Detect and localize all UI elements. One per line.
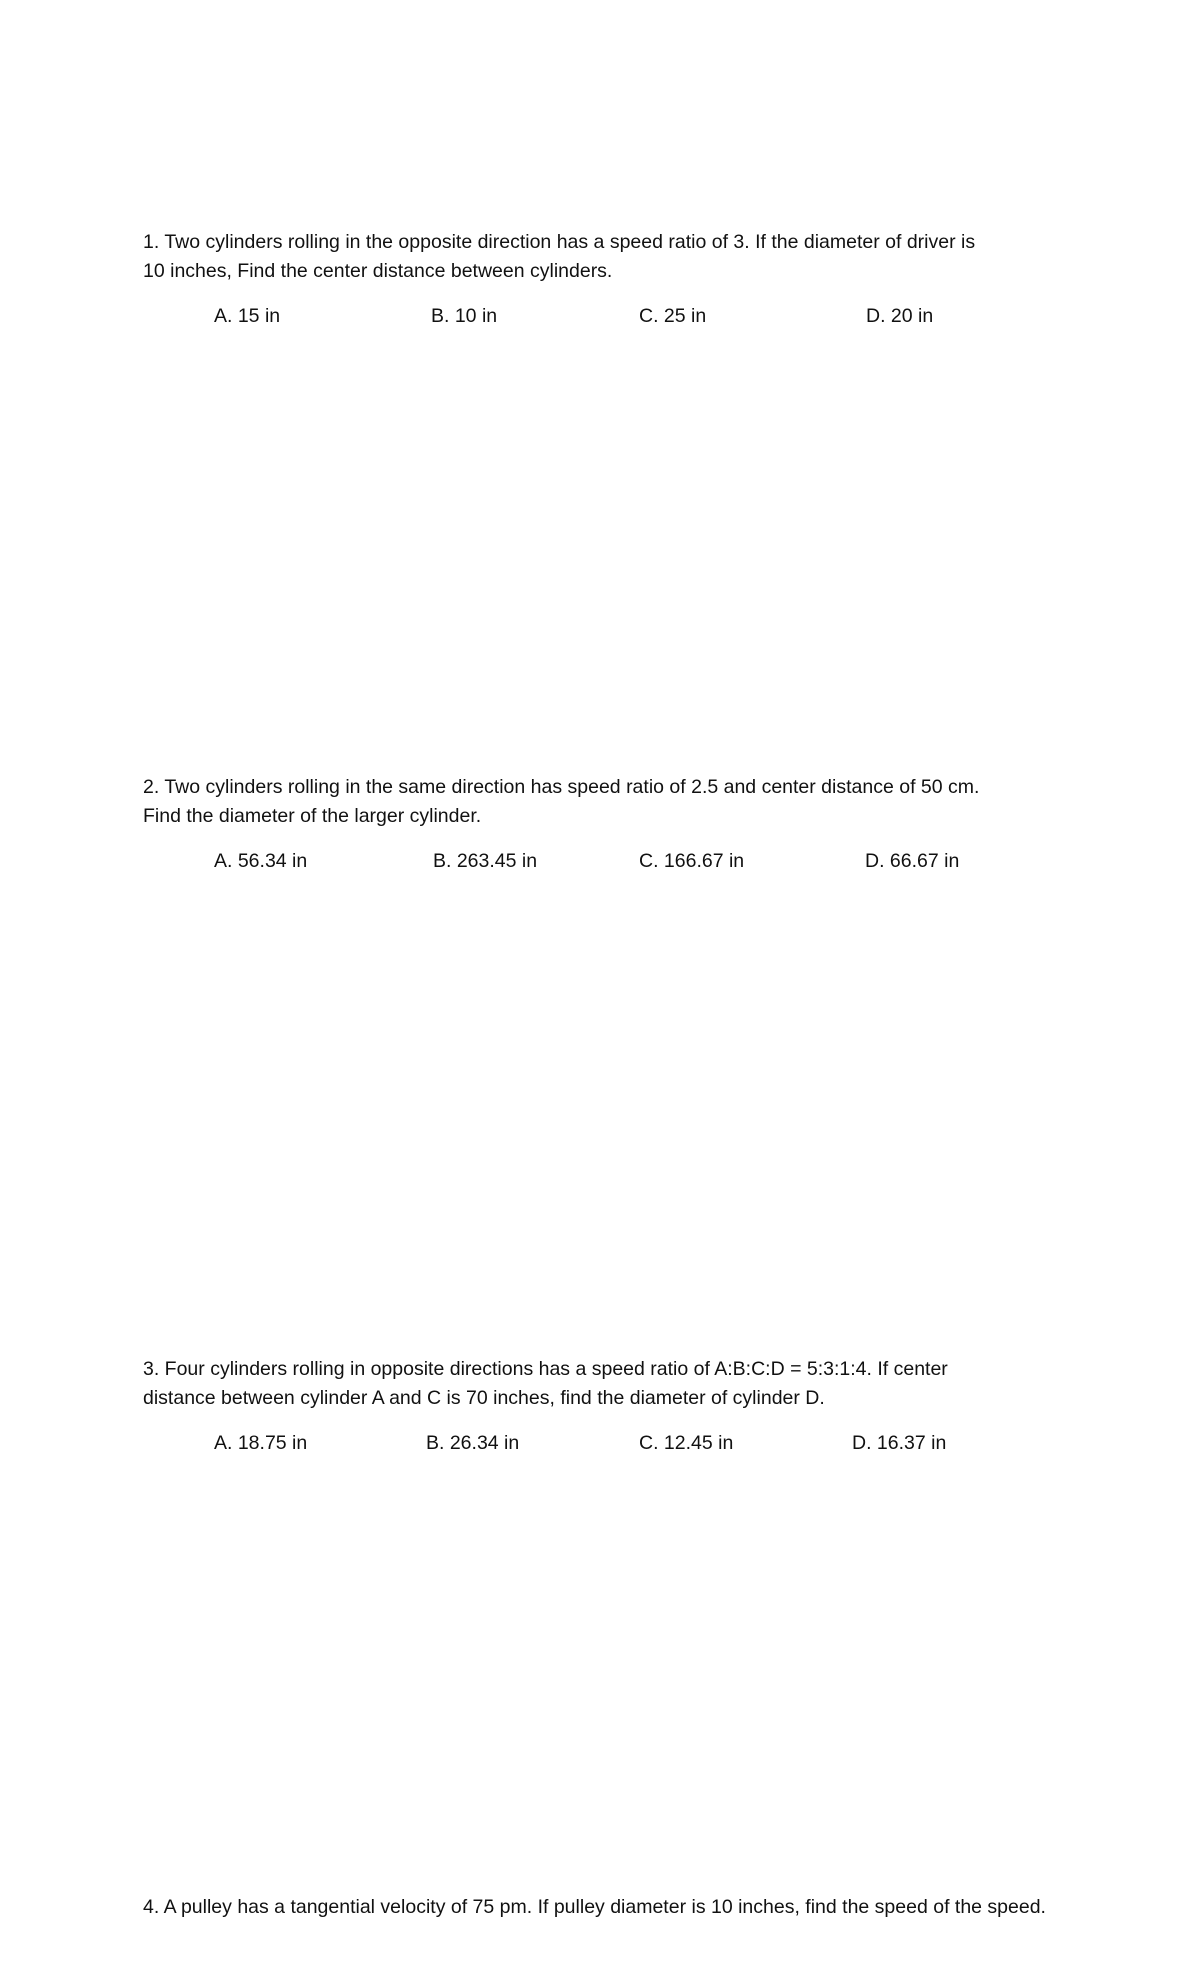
answer-choices <box>143 301 1083 331</box>
question-text: 4. A pulley has a tangential velocity of 75 pm. If pulley diameter is 10 inches, find the speed of the speed. <box>143 1896 1046 1918</box>
choice-c: C. 25 in <box>639 305 707 327</box>
choice-d: D. 66.67 in <box>865 850 960 872</box>
question-text: 2. Two cylinders rolling in the same direction has speed ratio of 2.5 and center distance of 50 cm. Find the diameter of the larger cylinder. <box>143 776 980 827</box>
choice-a: A. 18.75 in <box>214 1432 308 1454</box>
answer-choices <box>143 1428 1083 1458</box>
choice-b: B. 263.45 in <box>433 850 538 872</box>
choice-d: D. 16.37 in <box>852 1432 947 1454</box>
question-4 <box>143 1893 1143 1922</box>
choice-d: D. 20 in <box>866 305 934 327</box>
question-text: 3. Four cylinders rolling in opposite directions has a speed ratio of A:B:C:D = 5:3:1:4. If center distance between cylinder A and C is 70 inches, find the diameter of cylinder D. <box>143 1358 948 1409</box>
answer-choices <box>143 846 1083 876</box>
question-1 <box>143 228 1083 331</box>
question-text: 1. Two cylinders rolling in the opposite direction has a speed ratio of 3. If the diameter of driver is 10 inches, Find the center distance between cylinders. <box>143 231 976 282</box>
choice-b: B. 10 in <box>431 305 498 327</box>
choice-c: C. 12.45 in <box>639 1432 734 1454</box>
question-3 <box>143 1355 1083 1458</box>
choice-a: A. 15 in <box>214 305 281 327</box>
choice-b: B. 26.34 in <box>426 1432 520 1454</box>
question-2 <box>143 773 1083 876</box>
choice-c: C. 166.67 in <box>639 850 745 872</box>
choice-a: A. 56.34 in <box>214 850 308 872</box>
